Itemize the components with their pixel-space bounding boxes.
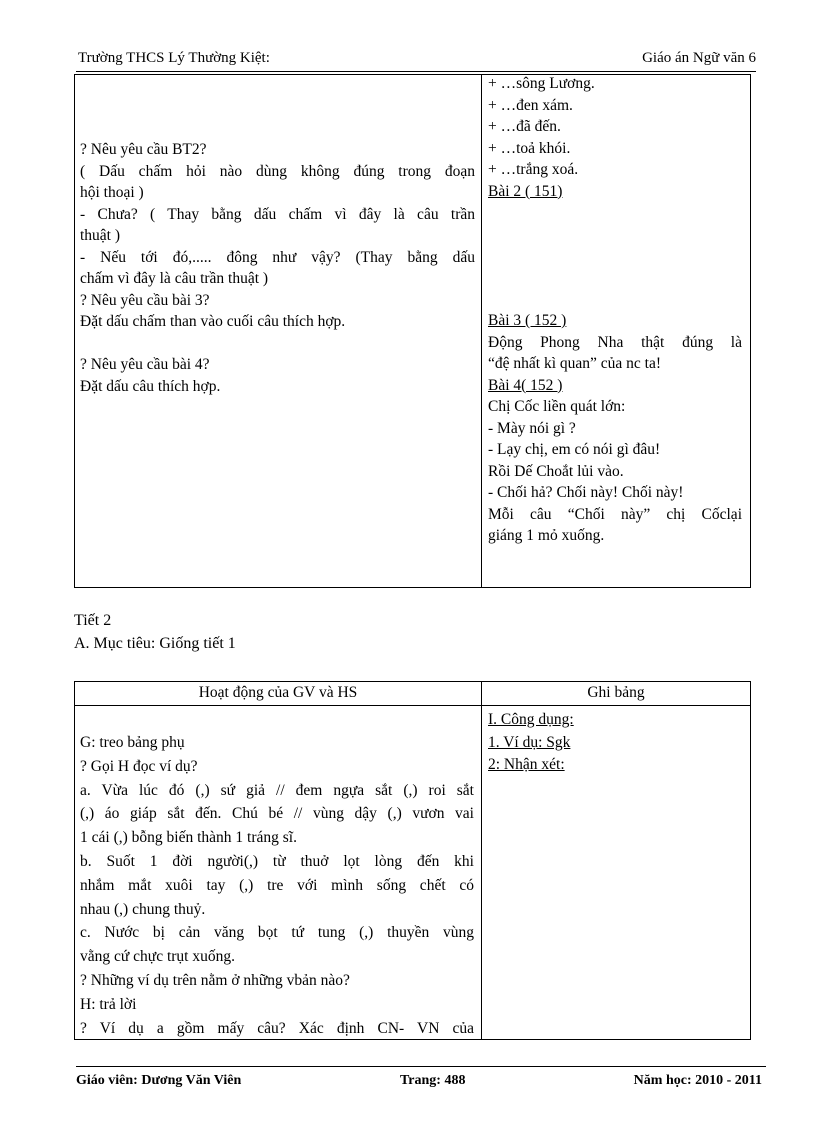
text-line: ? Ví dụ a gồm mấy câu? Xác định CN- VN của bbox=[80, 1019, 474, 1037]
text-line: ? Nêu yêu cầu BT2? bbox=[80, 141, 207, 158]
exercise-heading-bai4: Bài 4( 152 ) bbox=[488, 376, 563, 394]
answer-line: + …đen xám. bbox=[488, 96, 573, 114]
text-line: Đặt dấu câu thích hợp. bbox=[80, 377, 221, 395]
text-line: thuật ) bbox=[80, 227, 121, 244]
text-line: hội thoại ) bbox=[80, 184, 144, 201]
text-line: nhau (,) chung thuỷ. bbox=[80, 900, 206, 918]
answer-line: + …trắng xoá. bbox=[488, 161, 579, 178]
answer-line: Rồi Dế Choắt lủi vào. bbox=[488, 462, 624, 480]
section-heading-remarks: 2: Nhận xét: bbox=[488, 756, 565, 773]
lesson-number: Tiết 2 bbox=[74, 612, 112, 629]
activity-right-cell bbox=[488, 709, 744, 777]
text-line: ? Những ví dụ trên nằm ở những vbản nào? bbox=[80, 971, 350, 989]
text-line: vằng cứ chực trụt xuống. bbox=[80, 948, 235, 966]
answer-line: + …sông Lương. bbox=[488, 75, 595, 92]
activity-left-cell bbox=[80, 731, 474, 1040]
text-line: H: trả lời bbox=[80, 995, 137, 1013]
answer-line: Mỗi câu “Chối này” chị Cốclại bbox=[488, 505, 742, 523]
section-heading-usage: I. Công dụng: bbox=[488, 711, 574, 728]
text-line: chấm vì đây là câu trần thuật ) bbox=[80, 270, 269, 287]
text-line: b. Suốt 1 đời người(,) từ thuở lọt lòng đến khi bbox=[80, 852, 474, 870]
text-line: 1 cái (,) bỗng biến thành 1 tráng sĩ. bbox=[80, 829, 297, 847]
teacher-name: Giáo viên: Dương Văn Viên bbox=[76, 1073, 242, 1088]
answer-line: - Chối hả? Chối này! Chối này! bbox=[488, 484, 684, 501]
text-line: a. Vừa lúc đó (,) sứ giả // đem ngựa sắt (,) roi sắt bbox=[80, 781, 474, 799]
answer-line: giáng 1 mỏ xuống. bbox=[488, 527, 605, 544]
page-number: Trang: 488 bbox=[400, 1073, 466, 1088]
text-line: (,) áo giáp sắt đến. Chú bé // vùng dậy (,) vươn vai bbox=[80, 805, 474, 823]
text-line: c. Nước bị cản văng bọt tứ tung (,) thuyền vùng bbox=[80, 924, 474, 942]
answer-line: “đệ nhất kì quan” của nc ta! bbox=[488, 355, 661, 372]
exercise-table-right-cell bbox=[488, 73, 744, 202]
exercise-3-answer bbox=[488, 310, 742, 547]
section-heading-example: 1. Ví dụ: Sgk bbox=[488, 733, 571, 751]
text-line: - Chưa? ( Thay bằng dấu chấm vì đây là câu trần bbox=[80, 205, 475, 223]
exercise-heading-bai2: Bài 2 ( 151) bbox=[488, 182, 563, 200]
answer-line: + …đã đến. bbox=[488, 118, 561, 135]
activity-table-header-rule bbox=[74, 705, 751, 706]
school-year: Năm học: 2010 - 2011 bbox=[633, 1073, 762, 1088]
school-name: Trường THCS Lý Thường Kiệt: bbox=[78, 50, 270, 66]
answer-line: - Lạy chị, em có nói gì đâu! bbox=[488, 441, 661, 458]
text-line: - Nếu tới đó,..... đông như vậy? (Thay bằng dấu bbox=[80, 248, 475, 266]
exercise-heading-bai3: Bài 3 ( 152 ) bbox=[488, 312, 567, 329]
text-line: ? Gọi H đọc ví dụ? bbox=[80, 757, 198, 775]
activity-table-divider bbox=[481, 681, 482, 1040]
answer-line: + …toả khói. bbox=[488, 139, 571, 157]
text-line: G: treo bảng phụ bbox=[80, 734, 185, 751]
text-line: ( Dấu chấm hỏi nào dùng không đúng trong đoạn bbox=[80, 162, 475, 180]
column-header-board: Ghi bảng bbox=[587, 684, 645, 701]
column-header-activity: Hoạt động của GV và HS bbox=[198, 684, 358, 701]
text-line: nhắm mắt xuôi tay (,) tre với mình sống chết có bbox=[80, 876, 474, 894]
exercise-table-divider bbox=[481, 74, 482, 588]
lesson-objective: A. Mục tiêu: Giống tiết 1 bbox=[74, 635, 236, 652]
text-line: Đặt dấu chấm than vào cuối câu thích hợp. bbox=[80, 313, 346, 330]
text-line: ? Nêu yêu cầu bài 3? bbox=[80, 291, 210, 309]
subject-title: Giáo án Ngữ văn 6 bbox=[642, 50, 756, 66]
exercise-table-left-cell bbox=[80, 139, 475, 397]
answer-line: Động Phong Nha thật đúng là bbox=[488, 333, 742, 351]
answer-line: Chị Cốc liền quát lớn: bbox=[488, 398, 626, 415]
header-rule bbox=[76, 71, 756, 72]
footer-rule bbox=[76, 1066, 766, 1067]
text-line: ? Nêu yêu cầu bài 4? bbox=[80, 356, 210, 373]
answer-line: - Mày nói gì ? bbox=[488, 419, 576, 437]
